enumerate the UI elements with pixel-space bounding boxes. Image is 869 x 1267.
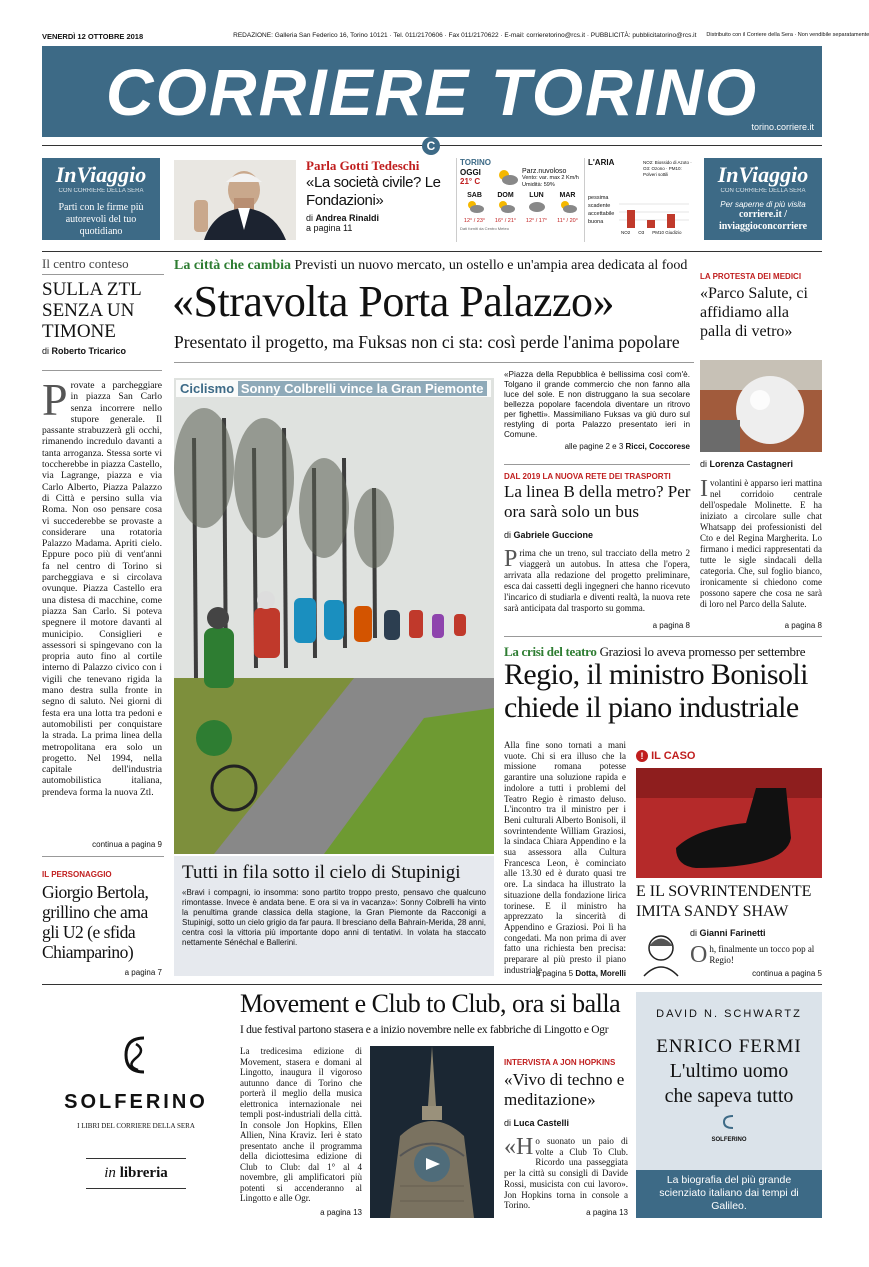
cycling-photo — [174, 378, 494, 854]
inviaggio-promo-right[interactable] — [704, 158, 822, 240]
ztl-headline[interactable]: SULLA ZTL SENZA UN TIMONE — [42, 279, 142, 342]
palazzo-ref — [504, 442, 690, 451]
dropcap: P — [504, 546, 518, 572]
gotti-kicker: Parla Gotti Tedeschi — [306, 158, 420, 173]
air-title: L'ARIA — [588, 158, 615, 167]
shoe-illustration — [636, 768, 822, 878]
lineab-body-text: rima che un treno, sul tracciato della metro 2 viaggerà un autobus. In attesa che l'opera, arrivata alla redazione del progetto preliminare, esca dai cassetti degli ingegneri che hanno ricevuto l'incarico di studiarla e diventi realtà, la nuova rete sarà anticipata dal trasporto su gomma. — [504, 548, 690, 613]
forecast-day — [491, 192, 520, 224]
regio-byline: Dotta, Morelli — [575, 969, 626, 978]
solferino-sub: I LIBRI DEL CORRIERE DELLA SERA — [77, 1122, 195, 1130]
byline-prefix: di — [700, 459, 708, 469]
air-level: buona — [588, 219, 604, 225]
byline-prefix: di — [42, 346, 50, 356]
byline-prefix: di — [690, 928, 698, 938]
inviaggio-promo-left[interactable] — [42, 158, 160, 240]
crystal-ball-photo — [700, 360, 822, 452]
air-level: pessima — [588, 195, 609, 201]
caso-kicker-row — [636, 750, 695, 762]
movement-body: La tredicesima edizione di Movement, stasera e domani al Lingotto, inaugura il vigoroso autunno dance di Torino che porterà il meglio della musica elettronica internazionale nei templi post-industriali della città. In console Jon Hopkins, Ellen Allien, Nina Kraviz. Ieri è stato presentato anche il programma della diciottesima edizione di Club to Club: dal 1° al 4 novembre, gli amplificatori più potenti si accenderanno al Lingotto e alle Ogr. — [240, 1046, 362, 1203]
hopkins-body-text: o suonato un paio di volte a Club To Club. Ricordo una passeggiata per la città su consigli di Davide Rossi, musicista con cui lavoro». Jon Hopkins torna in console a Torino. — [504, 1136, 628, 1211]
gotti-byline: Andrea Rinaldi — [315, 213, 380, 223]
shoe-photo — [636, 768, 822, 878]
top-bar — [42, 32, 869, 44]
hopkins-byline-row — [504, 1118, 569, 1128]
promo-body: Per saperne di più visita — [720, 200, 806, 209]
main-kicker-rest: Previsti un nuovo mercato, un ostello e un'ampia area dedicata al food — [294, 258, 688, 273]
crystal-ball-illustration — [700, 360, 822, 452]
dropcap: O — [690, 942, 708, 968]
distribution-note: Distribuito con il Corriere della Sera · Non vendibile separatamente — [706, 32, 869, 38]
promo-title: InViaggio — [717, 162, 809, 187]
medici-headline[interactable]: «Parco Salute, ci affidiamo alla palla di vetro» — [700, 285, 808, 340]
book-title-2: L'ultimo uomo — [669, 1060, 789, 1082]
rule — [86, 1188, 186, 1189]
caso-byline-row — [690, 928, 766, 938]
cycling-label-row — [176, 380, 491, 397]
book-author: DAVID N. SCHWARTZ — [656, 1008, 802, 1020]
ztl-body-text: rovate a parcheggiare in piazza San Carlo senza incorrere nello stupore generale. Il passante strabuzzerà gli occhi, rimanendo incredulo davanti a tanta arroganza. Stessa sorte vi toccherebbe in piazza Castello, via Lagrange, piazza e via Carlo Alberto, Piazza Palazzo di Città e persino sulla via Roma. Non oso pensare cosa vi succederebbe se provaste a considerare una rotatoria Palazzo Madama. Apriti cielo. Eppure poco più di vent'anni fa nel centro di Torino si parcheggiava e si circolava ovunque. Piazza Castello era una distesa di macchine, come piazza San Carlo. Si poteva spegnere il motore davanti al municipio. Consiglieri e assessori si spingevano con la propria auto fino al cortile interno di Palazzo civico con i vigili che tenevano rigida la mano destra sulla fronte in segno di saluto. Nei giorni di festa era una lotta tra pedoni e automobilisti per conquistare la strada. La prima linea della metropolitana era solo un progetto. Nel 1994, nella capitale dell'industria automobilistica italiana, prendeva forma la nuova Ztl. — [42, 380, 162, 798]
medici-body — [700, 478, 822, 610]
promo-sub: CON CORRIERE DELLA SERA — [58, 188, 144, 194]
masthead-title: CORRIERE TORINO — [105, 55, 759, 129]
lineab-page[interactable]: a pagina 8 — [652, 621, 690, 630]
medici-byline: Lorenza Castagneri — [709, 459, 794, 469]
palazzo-body: «Piazza della Repubblica è bellissima così com'è. Tolgano il grande commercio che non fanno alla luce del sole. E non distruggano la sua secolare bellezza popolare facendola diventare un ritrovo per fighetti». Massimiliano Fuksas va giù duro sul restyling di porta Palazzo presentato ieri in Comune. — [504, 370, 690, 439]
air-axis-label: NO2 — [621, 230, 631, 235]
forecast-day-name: MAR — [559, 192, 576, 199]
gotti-teaser[interactable] — [306, 158, 446, 242]
forecast-day — [553, 192, 582, 224]
forecast-temp: 12° / 17° — [525, 218, 548, 224]
forecast-day — [460, 192, 489, 224]
weather-sky: Parz.nuvoloso — [522, 168, 567, 175]
bertola-kicker: IL PERSONAGGIO — [42, 870, 112, 879]
website-url[interactable]: torino.corriere.it — [751, 122, 814, 132]
cycling-label: Ciclismo — [180, 381, 235, 396]
partly-cloudy-icon — [496, 199, 516, 213]
air-level: scadente — [588, 203, 611, 209]
lineab-kicker: DAL 2019 LA NUOVA RETE DEI TRASPORTI — [504, 472, 671, 481]
book-publisher: SOLFERINO — [711, 1137, 747, 1143]
caso-page[interactable]: continua a pagina 5 — [752, 969, 822, 978]
gotti-byline-row — [306, 213, 446, 223]
ztl-kicker: Il centro conteso — [42, 256, 164, 275]
lineab-headline[interactable]: La linea B della metro? Per ora sarà solo un bus — [504, 482, 691, 521]
byline-prefix: di — [504, 530, 512, 540]
air-axis — [621, 230, 682, 235]
weather-today: OGGI — [460, 168, 481, 177]
forecast-temp: 11° / 20° — [557, 218, 578, 224]
rule — [174, 362, 694, 363]
partly-cloudy-icon — [558, 199, 578, 213]
mole-illustration — [370, 1046, 494, 1218]
medici-page[interactable]: a pagina 8 — [784, 621, 822, 630]
ztl-byline-row — [42, 346, 164, 356]
book-tagline-box — [636, 1170, 822, 1218]
cycling-caption-head[interactable]: Tutti in fila sotto il cielo di Stupinigi — [182, 862, 461, 883]
movement-page[interactable]: a pagina 13 — [320, 1208, 362, 1217]
caso-body — [690, 944, 822, 966]
rule — [42, 370, 162, 371]
caso-byline: Gianni Farinetti — [699, 928, 766, 938]
air-level: accettabile — [588, 211, 615, 217]
byline-prefix: di — [504, 1118, 512, 1128]
medici-byline-row — [700, 459, 793, 469]
medici-body-text: volantini è apparso ieri mattina nel corridoio centrale dell'ospedale Molinette. E ha iniziato a circolare sulle chat Whatsapp dei professionisti del Cto e del Regina Margherita. Lo firmano i medici rappresentati da tutte le sigle sindacali della categoria. Che, sul foglio bianco, ironicamente si chiedono come possono sapere che cosa ne sarà di loro nel Parco della Salute. — [700, 478, 822, 609]
promo-body: Parti con le firme più autorevoli del tuo quotidiano — [58, 202, 144, 237]
hopkins-body — [504, 1136, 628, 1211]
lineab-byline-row — [504, 530, 593, 540]
forecast-temp: 12° / 23° — [463, 218, 486, 224]
regio-body: Alla fine sono tornati a mani vuote. Chi si era illuso che la missione romana potesse garantire una soluzione rapida e indolore a tutti i problemi del Teatro Regio è rimasto deluso. L'incontro tra il ministro per i Beni culturali Alberto Bonisoli, il sovrintendente William Graziosi, la sindaca Chiara Appendino e la sua assessora alla Cultura Francesca Leon, è cominciato alle 13.30 ed è durato quasi tre ore. La sindaca ha illustrato la situazione della fondazione lirica torinese. E il ministro ha apprezzato la sincerità di Appendino e Graziosi. Poi lì ha congedati. Ma non prima di aver fatto una richiesta ben precisa: preparare al più presto il piano industriale. — [504, 740, 626, 975]
weather-box — [456, 158, 586, 242]
promo-link[interactable]: corriere.it / inviaggioconcorriere — [718, 209, 808, 232]
rule — [42, 251, 822, 252]
cycling-label-rest: Sonny Colbrelli vince la Gran Piemonte — [238, 381, 487, 396]
forecast-day — [522, 192, 551, 224]
issue-date: VENERDÌ 12 OTTOBRE 2018 — [42, 32, 144, 41]
solferino-logo-icon — [116, 1030, 156, 1080]
book-ad[interactable] — [636, 992, 822, 1218]
gotti-page: a pagina 11 — [306, 223, 353, 233]
main-kicker: La città che cambia — [174, 258, 292, 273]
mole-antonelliana-photo — [370, 1046, 494, 1218]
air-legend: NO2: Biossido di Azoto · O3: Ozono · PM10: Polveri sottili — [643, 160, 692, 177]
forecast-temp: 16° / 21° — [494, 218, 517, 224]
weather-city: TORINO — [460, 158, 491, 167]
hopkins-kicker: INTERVISTA A JON HOPKINS — [504, 1058, 616, 1067]
solferino-brand: SOLFERINO — [64, 1091, 208, 1113]
ztl-body — [42, 374, 162, 840]
book-tagline: La biografia del più grande scienziato italiano dai tempi di Galileo. — [659, 1174, 799, 1212]
air-axis-label: PM10 Giudizio — [652, 230, 682, 235]
regio-kicker: La crisi del teatro — [504, 644, 597, 659]
corriere-badge-icon: C — [422, 137, 440, 155]
dropcap: P — [42, 374, 68, 425]
rule — [42, 984, 822, 985]
solferino-ad[interactable] — [42, 992, 230, 1222]
main-deck: Presentato il progetto, ma Fuksas non ci sta: così perde l'anima popolare — [174, 332, 680, 352]
weather-credit: Dati forniti da Centro Meteo — [460, 226, 509, 231]
regio-kicker-rest: Graziosi lo aveva promesso per settembre — [599, 644, 806, 659]
hopkins-byline: Luca Castelli — [513, 1118, 570, 1128]
weather-humidity: Umidità: 59% — [522, 182, 555, 188]
rule — [504, 636, 822, 637]
solferino-logo-icon — [719, 1112, 739, 1132]
ztl-article — [42, 256, 164, 356]
forecast-day-name: LUN — [529, 192, 544, 199]
caso-kicker: IL CASO — [651, 750, 696, 762]
regio-headline[interactable]: Regio, il ministro Bonisoli chiede il piano industriale — [504, 658, 808, 724]
main-kicker-row — [174, 258, 694, 274]
ztl-byline: Roberto Tricarico — [51, 346, 127, 356]
lineab-body — [504, 548, 690, 614]
rule — [86, 1158, 186, 1159]
palazzo-page[interactable]: alle pagine 2 e 3 — [564, 442, 624, 451]
forecast-day-name: DOM — [497, 192, 514, 199]
air-axis-label: O3 — [638, 230, 645, 235]
palazzo-byline: Ricci, Coccorese — [625, 442, 690, 451]
movement-deck: I due festival partono stasera e a inizio novembre nelle ex fabbriche di Lingotto e Ogr — [240, 1024, 609, 1036]
regio-page[interactable]: a pagina 5 — [535, 969, 574, 978]
dropcap: «H — [504, 1134, 534, 1160]
air-quality-bars — [619, 196, 689, 230]
solferino-libreria: libreria — [119, 1165, 168, 1181]
rule — [42, 856, 164, 857]
cycling-caption-box — [174, 856, 494, 976]
ztl-page[interactable]: continua a pagina 9 — [92, 840, 162, 849]
rule — [504, 464, 690, 465]
redazione-info: REDAZIONE: Galleria San Federico 16, Torino 10121 · Tel. 011/2170606 · Fax 011/2170622 · E-mail: corrieretorino@rcs.it · PUBBLICITÀ: pubblicitatorino@rcs.it — [233, 32, 697, 39]
solferino-in: in — [104, 1165, 116, 1181]
cycling-caption: «Bravi i compagni, io insomma: sono partito troppo presto, pensavo che qualcuno rimontasse. Invece è andata bene. E ora si va in vacanza»: Sonny Colbrelli ha vinto la penultima grande classica della stagione, la Gran Piemonte da Racconigi a Stupinigi, sotto un cielo grigio da far paura. Il bresciano della Bahrain-Merida, 28 anni, centra così la vittoria più importante dopo anni di tentativi. In volata ha staccato nettamente Sénéchal e Ballerini. — [182, 888, 486, 947]
promo-title: InViaggio — [55, 162, 147, 187]
book-title-1: ENRICO FERMI — [656, 1036, 802, 1057]
air-levels — [588, 194, 614, 226]
medici-kicker: LA PROTESTA DEI MEDICI — [700, 272, 802, 281]
weather-wind: Vento: var. max 2 Km/h — [522, 175, 579, 181]
regio-ref — [504, 969, 626, 978]
gotti-quote: «La società civile? Le Fondazioni» — [306, 174, 441, 209]
hopkins-headline[interactable]: «Vivo di techno e meditazione» — [504, 1070, 625, 1109]
caso-headline[interactable]: E IL SOVRINTENDENTE IMITA SANDY SHAW — [636, 883, 812, 920]
hopkins-page[interactable]: a pagina 13 — [586, 1208, 628, 1217]
bertola-headline[interactable]: Giorgio Bertola, grillino che ama gli U2 (e sfida Chiamparino) — [42, 882, 149, 962]
movement-headline[interactable]: Movement e Club to Club, ora si balla — [240, 989, 621, 1018]
partly-cloudy-icon — [465, 199, 485, 213]
portrait-illustration — [174, 160, 296, 240]
book-title-3: che sapeva tutto — [664, 1085, 794, 1107]
air-quality-box — [584, 158, 698, 242]
solferino-libreria-row — [42, 1165, 230, 1182]
alert-icon: ! — [636, 750, 648, 762]
partly-cloudy-icon — [496, 168, 518, 186]
forecast-day-name: SAB — [467, 192, 482, 199]
lineab-byline: Gabriele Guccione — [513, 530, 594, 540]
farinetti-sketch — [636, 926, 686, 976]
cycling-scene — [174, 378, 494, 854]
cloud-icon — [527, 199, 547, 213]
byline-prefix: di — [306, 213, 314, 223]
weather-forecast — [460, 192, 586, 224]
bertola-page[interactable]: a pagina 7 — [124, 968, 162, 977]
dropcap: I — [700, 476, 708, 502]
masthead — [42, 46, 822, 137]
main-headline[interactable]: «Stravolta Porta Palazzo» — [172, 277, 615, 326]
weather-today-temp: 21° C — [460, 177, 481, 186]
promo-sub: CON CORRIERE DELLA SERA — [720, 188, 806, 194]
farinetti-portrait — [636, 926, 686, 976]
gotti-photo — [174, 160, 296, 240]
caso-body-text: h, finalmente un tocco pop al Regio! — [709, 944, 815, 965]
